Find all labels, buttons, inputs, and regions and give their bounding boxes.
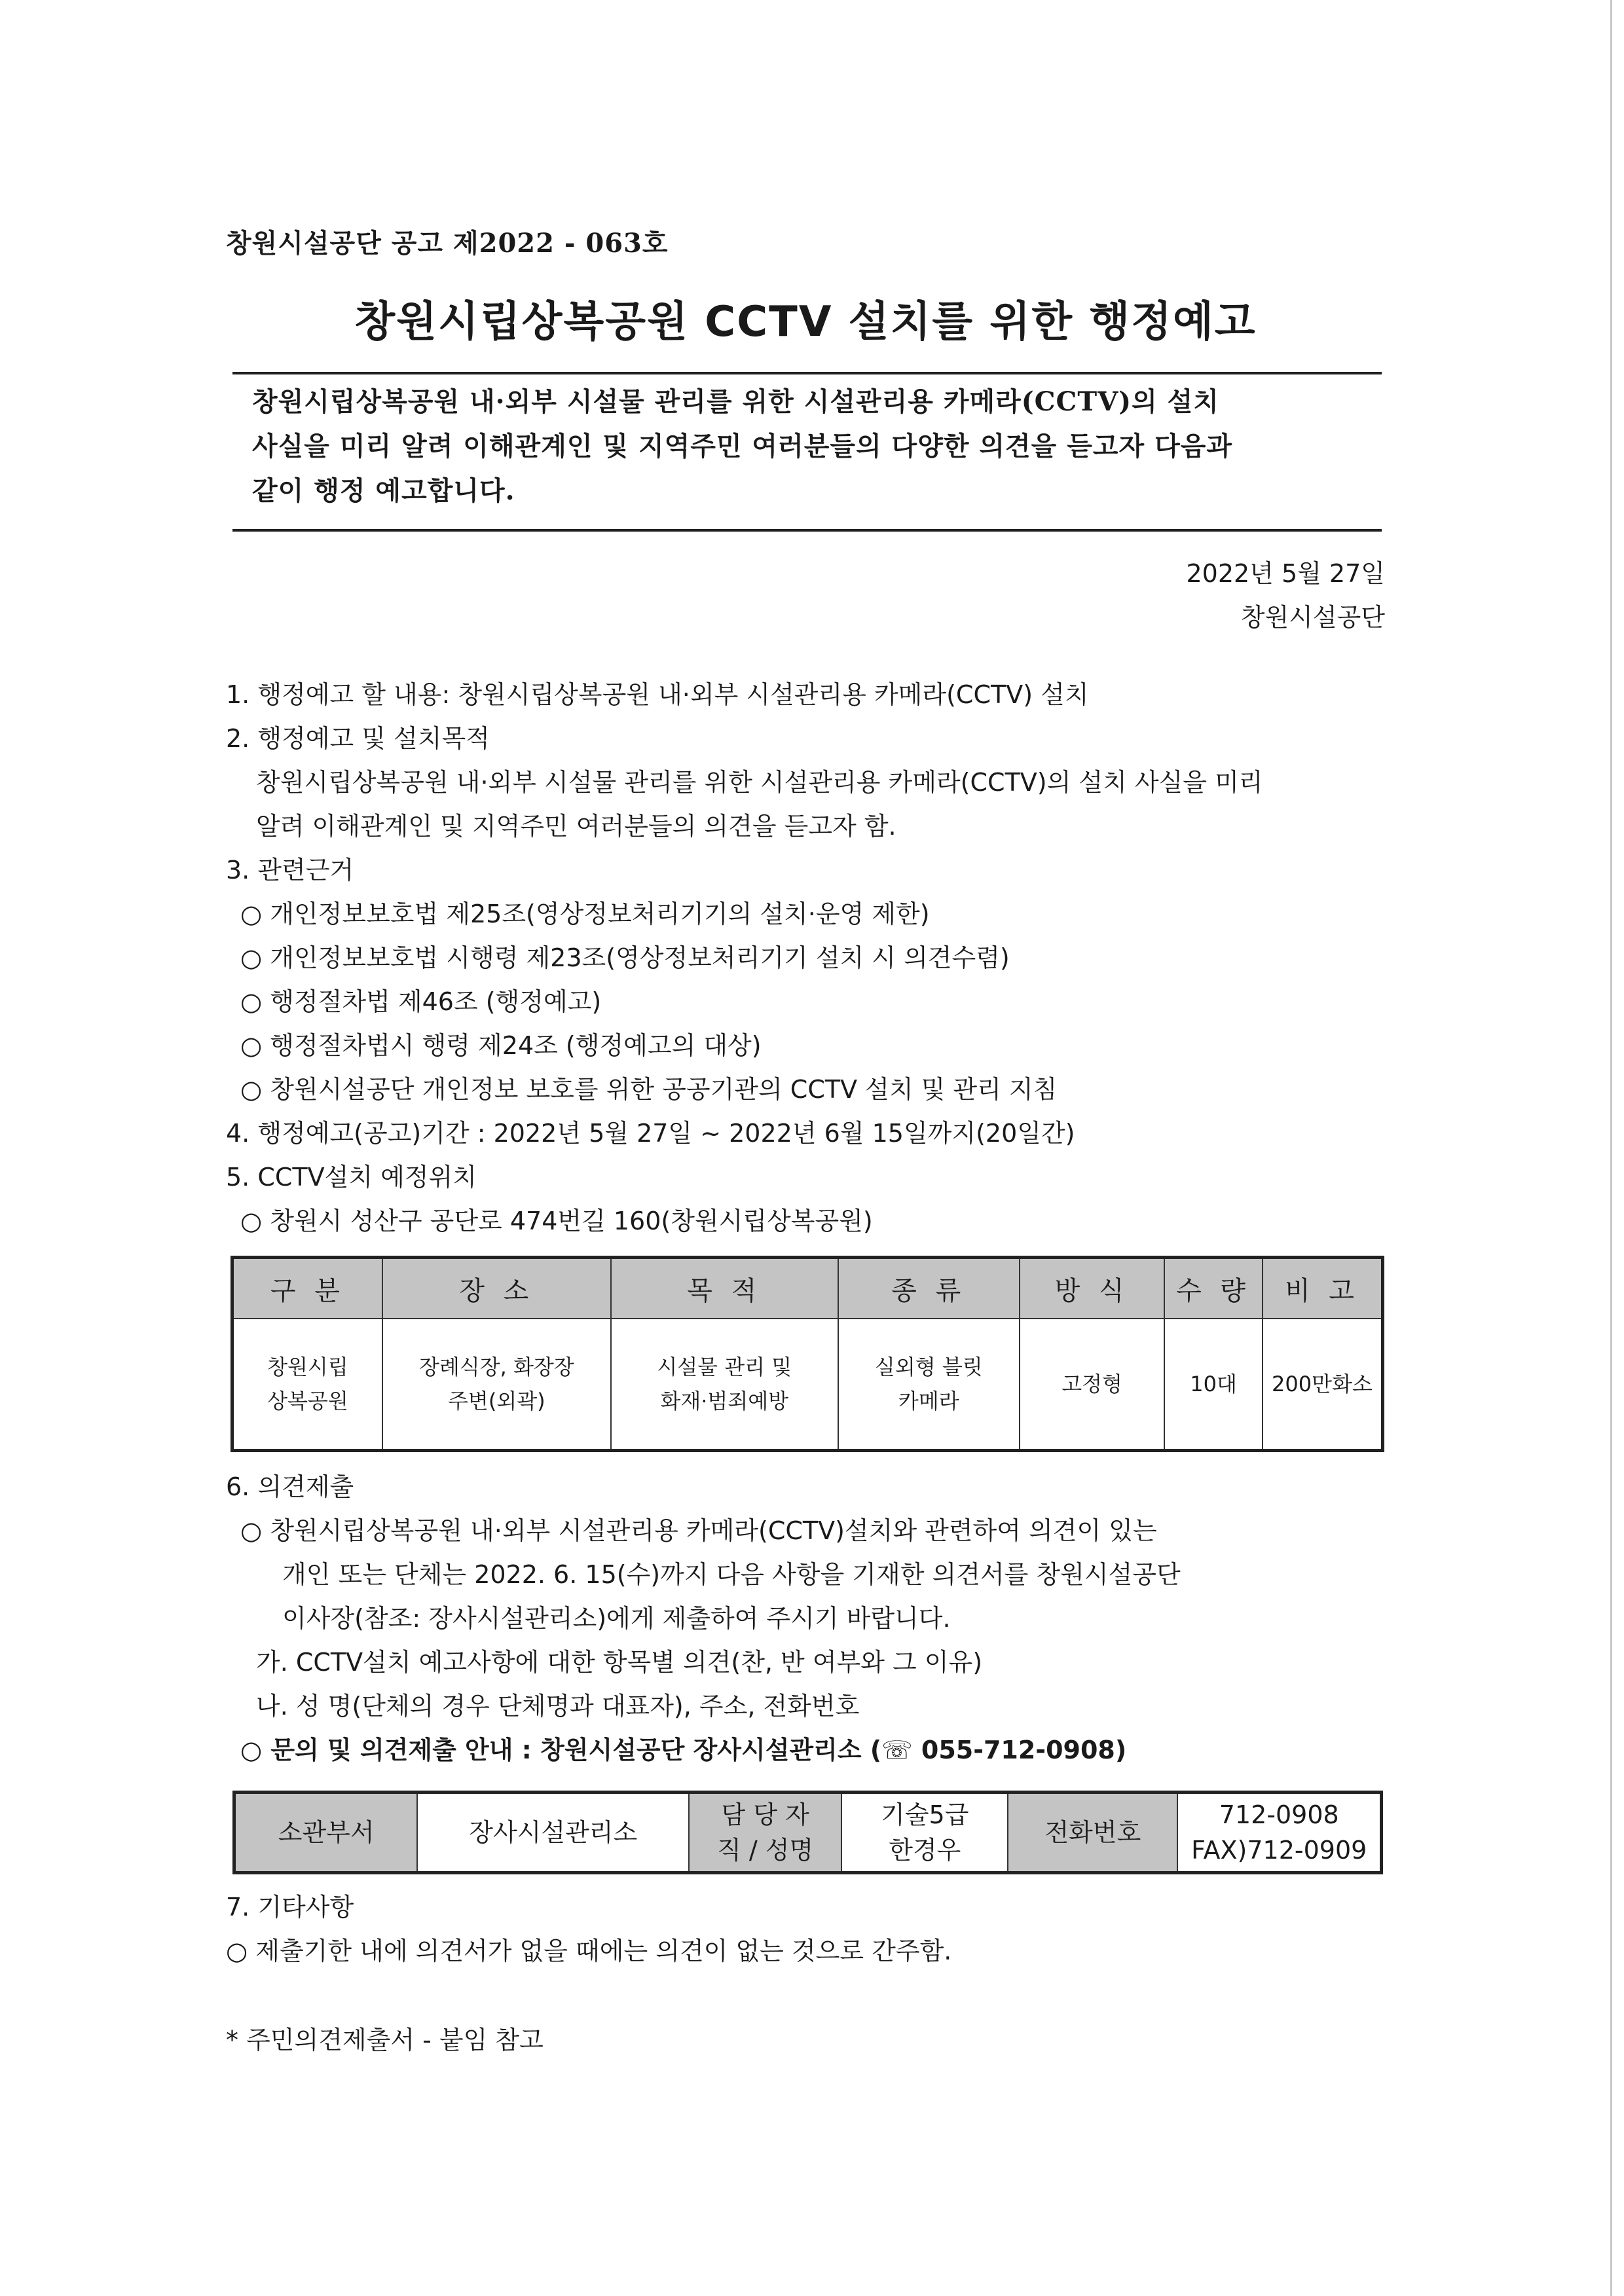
section-4: 4. 행정예고(공고)기간 : 2022년 5월 27일 ~ 2022년 6월 15일까지(20일간) — [226, 1119, 1075, 1148]
section-3-item: ○ 개인정보보호법 시행령 제23조(영상정보처리기기 설치 시 의견수렴) — [240, 943, 1010, 972]
cell-line: 시설물 관리 및 — [657, 1355, 792, 1379]
section-6-line: ○ 창원시립상복공원 내·외부 시설관리용 카메라(CCTV)설치와 관련하여 의견이 있는 — [240, 1516, 1157, 1545]
cell-line: 담 당 자 — [721, 1800, 809, 1829]
intro-line: 같이 행정 예고합니다. — [252, 475, 515, 506]
cell-category — [232, 1319, 382, 1451]
cell-purpose — [611, 1319, 838, 1451]
sections-1-5 — [226, 673, 1392, 1243]
contact-guide: ○ 문의 및 의견제출 안내 : 창원시설공단 장사시설관리소 (☏ 055-712-0908) — [240, 1736, 1127, 1764]
section-5-item: ○ 창원시 성산구 공단로 474번길 160(창원시립상복공원) — [240, 1207, 873, 1235]
issuer-name: 창원시설공단 — [1240, 603, 1385, 632]
phone-label: 전화번호 — [1008, 1793, 1177, 1873]
cell-quantity: 10대 — [1164, 1319, 1263, 1451]
header-note: 비 고 — [1263, 1258, 1383, 1319]
cell-line: 카메라 — [898, 1389, 959, 1413]
section-6-line: 이사장(참조: 장사시설관리소)에게 제출하여 주시기 바랍니다. — [282, 1604, 951, 1633]
dept-value: 장사시설관리소 — [417, 1793, 689, 1873]
cell-line: 기술5급 — [881, 1800, 969, 1829]
contact-table — [232, 1791, 1383, 1874]
cell-place — [382, 1319, 611, 1451]
cell-line: 화재·범죄예방 — [660, 1389, 789, 1413]
header-category: 구 분 — [232, 1258, 382, 1319]
header-place: 장 소 — [382, 1258, 611, 1319]
phone-value — [1177, 1793, 1381, 1873]
section-3-item: ○ 개인정보보호법 제25조(영상정보처리기기의 설치·운영 제한) — [240, 900, 930, 928]
cell-line: 직 / 성명 — [717, 1836, 814, 1865]
scan-edge-line — [1610, 0, 1612, 2296]
cctv-location-table — [231, 1256, 1384, 1452]
header-type: 종 류 — [838, 1258, 1020, 1319]
header-method: 방 식 — [1020, 1258, 1164, 1319]
intro-paragraph — [252, 380, 1359, 513]
section-1: 1. 행정예고 할 내용: 창원시립상복공원 내·외부 시설관리용 카메라(CCTV) 설치 — [226, 680, 1089, 709]
cell-note: 200만화소 — [1263, 1319, 1383, 1451]
section-7 — [226, 1886, 1392, 1973]
dept-label: 소관부서 — [234, 1793, 418, 1873]
bottom-divider — [232, 529, 1382, 532]
section-6-title: 6. 의견제출 — [226, 1472, 354, 1501]
cell-line: 창원시립 — [267, 1355, 348, 1379]
section-6-item-b: 나. 성 명(단체의 경우 단체명과 대표자), 주소, 전화번호 — [256, 1692, 860, 1721]
section-2-line: 알려 이해관계인 및 지역주민 여러분들의 의견을 듣고자 함. — [256, 812, 896, 841]
cell-type — [838, 1319, 1020, 1451]
header-purpose: 목 적 — [611, 1258, 838, 1319]
contact-row — [234, 1793, 1382, 1873]
cell-line: FAX)712-0909 — [1191, 1836, 1367, 1865]
section-2-line: 창원시립상복공원 내·외부 시설물 관리를 위한 시설관리용 카메라(CCTV)의 설치 사실을 미리 — [256, 768, 1263, 797]
top-divider — [232, 372, 1382, 374]
cell-line: 주변(외곽) — [448, 1389, 545, 1413]
table-row — [232, 1319, 1383, 1451]
issue-date: 2022년 5월 27일 — [1186, 559, 1385, 588]
section-2-title: 2. 행정예고 및 설치목적 — [226, 724, 490, 753]
cell-line: 상복공원 — [267, 1389, 348, 1413]
section-6-item-a: 가. CCTV설치 예고사항에 대한 항목별 의견(찬, 반 여부와 그 이유) — [256, 1648, 983, 1677]
intro-line: 사실을 미리 알려 이해관계인 및 지역주민 여러분들의 다양한 의견을 듣고자 다음과 — [252, 431, 1233, 462]
footnote: * 주민의견제출서 - 붙임 참고 — [226, 2026, 544, 2054]
section-5-title: 5. CCTV설치 예정위치 — [226, 1163, 477, 1192]
header-quantity: 수 량 — [1164, 1258, 1263, 1319]
cell-line: 실외형 블릿 — [874, 1355, 983, 1379]
notice-number: 창원시설공단 공고 제2022 - 063호 — [226, 228, 669, 259]
intro-line: 창원시립상복공원 내·외부 시설물 관리를 위한 시설관리용 카메라(CCTV)의 설치 — [252, 386, 1219, 417]
section-3-item: ○ 행정절차법시 행령 제24조 (행정예고의 대상) — [240, 1031, 762, 1060]
section-3-item: ○ 창원시설공단 개인정보 보호를 위한 공공기관의 CCTV 설치 및 관리 지침 — [240, 1075, 1058, 1104]
cell-line: 한경우 — [889, 1836, 961, 1865]
person-label — [689, 1793, 841, 1873]
page-title: 창원시립상복공원 CCTV 설치를 위한 행정예고 — [354, 298, 1257, 346]
cell-line: 712-0908 — [1219, 1800, 1339, 1829]
person-value — [841, 1793, 1008, 1873]
section-3-item: ○ 행정절차법 제46조 (행정예고) — [240, 987, 602, 1016]
cell-method: 고정형 — [1020, 1319, 1164, 1451]
table-header-row — [232, 1258, 1383, 1319]
section-3-title: 3. 관련근거 — [226, 856, 354, 884]
cell-line: 장례식장, 화장장 — [418, 1355, 574, 1379]
section-6-line: 개인 또는 단체는 2022. 6. 15(수)까지 다음 사항을 기재한 의견서를 창원시설공단 — [282, 1560, 1181, 1589]
section-7-title: 7. 기타사항 — [226, 1893, 354, 1922]
section-7-item: ○ 제출기한 내에 의견서가 없을 때에는 의견이 없는 것으로 간주함. — [226, 1937, 952, 1965]
section-6 — [226, 1465, 1392, 1772]
